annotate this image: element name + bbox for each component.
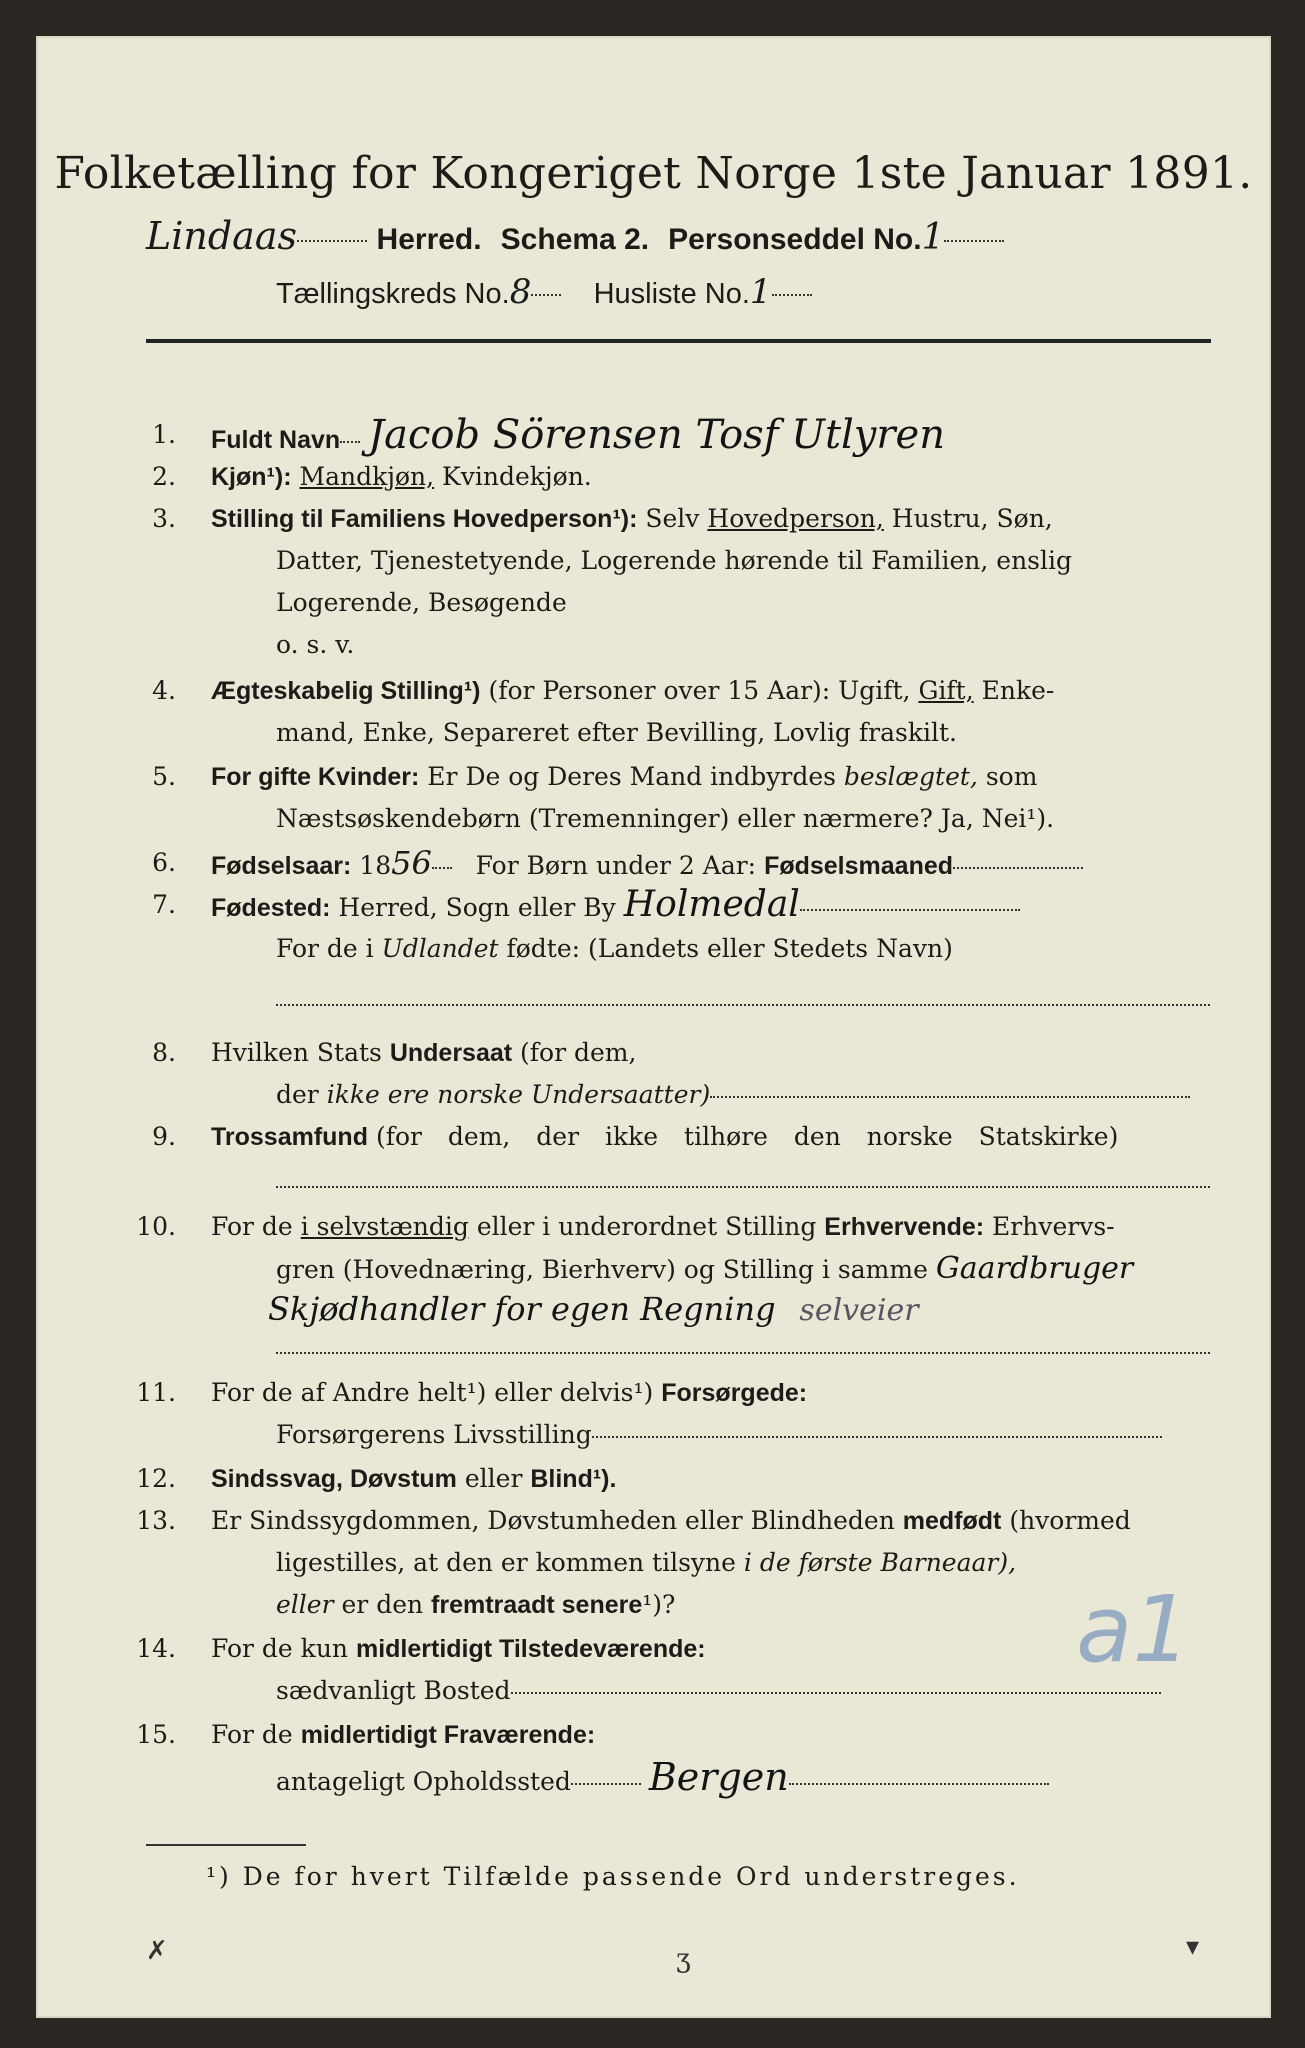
header-line [146, 214, 1004, 258]
personseddel-label: Personseddel No. [668, 223, 922, 256]
text: ¹)? [642, 1590, 676, 1619]
text: i de første Barneaar), [743, 1548, 1017, 1577]
item-number: 8. [152, 1038, 176, 1067]
item-number: 7. [152, 890, 176, 919]
text: gren (Hovednæring, Bierhverv) og Stilling i samme [276, 1255, 928, 1284]
occupation-value-3: selveier [799, 1293, 919, 1328]
item-3-line2: Datter, Tjenestetyende, Logerende hørende til Familien, enslig [276, 546, 1073, 575]
full-name-value: Jacob Sörensen Tosf Utlyren [368, 412, 945, 458]
item-3-line3: Logerende, Besøgende [276, 588, 567, 617]
birth-year-value: 56 [391, 844, 432, 882]
marital-status-label: Ægteskabelig Stilling¹) [211, 677, 481, 705]
text: Hvilken Stats [211, 1038, 382, 1067]
text: Forsørgerens Livsstilling [276, 1420, 592, 1449]
item-10-line3 [268, 1288, 919, 1333]
herred-label: Herred. [376, 223, 482, 256]
item-7-line2 [276, 928, 953, 970]
schema-label: Schema 2. [500, 223, 650, 256]
item-11-line2 [276, 1414, 1162, 1456]
blind-label: Blind¹). [530, 1465, 617, 1493]
item-13-line2 [276, 1542, 1016, 1584]
footnote-rule [146, 1844, 306, 1846]
census-form [36, 36, 1271, 2018]
occupation-value-2: Skjødhandler for egen Regning [268, 1290, 776, 1328]
text: Hustru, Søn, [891, 504, 1053, 533]
sex-option-male: Mandkjøn, [299, 462, 435, 491]
blank-line [276, 1352, 1210, 1354]
item-4-line2: mand, Enke, Separeret efter Bevilling, Lovlig fraskilt. [276, 718, 957, 747]
text: i selvstændig [300, 1212, 469, 1241]
birth-year-prefix: 18 [359, 851, 392, 880]
text: For de [211, 1212, 293, 1241]
item-number: 2. [152, 462, 176, 491]
item-number: 10. [136, 1212, 176, 1241]
husliste-value: 1 [749, 272, 772, 312]
archive-stamp: a1 [1076, 1576, 1191, 1683]
blank-line [276, 1186, 1210, 1188]
text: der [276, 1080, 319, 1109]
margin-mark: ʒ [676, 1944, 691, 1974]
item-8-line2 [276, 1074, 1190, 1116]
text: For de af Andre helt¹) eller delvis¹) [211, 1378, 654, 1407]
married-women-label: For gifte Kvinder: [211, 763, 420, 791]
temporary-present-label: midlertidigt Tilstedeværende: [355, 1635, 706, 1663]
family-position-label: Stilling til Familiens Hovedperson¹): [211, 505, 638, 533]
text: sædvanligt Bosted [276, 1676, 511, 1705]
text: Erhvervs- [992, 1212, 1115, 1241]
item-number: 12. [136, 1464, 176, 1493]
family-position-selected: Hovedperson, [707, 504, 884, 533]
text: eller i underordnet Stilling [476, 1212, 817, 1241]
birth-year-label: Fødselsaar: [211, 852, 352, 880]
kreds-line [276, 272, 812, 312]
temporary-absent-label: midlertidigt Fraværende: [300, 1721, 596, 1749]
item-number: 9. [152, 1122, 176, 1151]
dependents-label: Forsørgede: [661, 1379, 808, 1407]
birthplace-label: Fødested: [211, 894, 331, 922]
margin-mark: ▾ [1186, 1932, 1200, 1962]
item-15-line2 [276, 1756, 1049, 1803]
text: Enke- [981, 676, 1055, 705]
later-onset-label: fremtraadt senere [431, 1591, 643, 1619]
form-title: Folketælling for Kongeriget Norge 1ste Januar 1891. [54, 148, 1253, 199]
item-number: 4. [152, 676, 176, 705]
congenital-label: medfødt [902, 1507, 1002, 1535]
text: som [985, 762, 1038, 791]
item-number: 14. [136, 1634, 176, 1663]
item-number: 13. [136, 1506, 176, 1535]
header-rule [146, 339, 1211, 343]
text: Selv [645, 504, 700, 533]
text: For Børn under 2 Aar: [475, 851, 757, 880]
herred-value: Lindaas [146, 214, 297, 258]
item-13-line3 [276, 1584, 675, 1626]
occupation-label: Erhvervende: [824, 1213, 985, 1241]
full-name-label: Fuldt Navn [211, 426, 341, 454]
item-number: 6. [152, 848, 176, 877]
occupation-value-1: Gaardbruger [935, 1251, 1134, 1286]
text: eller [464, 1464, 523, 1493]
text: ikke ere norske Undersaatter) [326, 1080, 711, 1109]
item-10-line2 [276, 1248, 1133, 1291]
religion-label: Trossamfund [211, 1123, 368, 1151]
citizenship-label: Undersaat [389, 1039, 513, 1067]
item-number: 5. [152, 762, 176, 791]
birth-month-label: Fødselsmaaned [764, 852, 954, 880]
item-number: 3. [152, 504, 176, 533]
residence-value: Bergen [648, 1755, 789, 1799]
text: beslægtet, [843, 762, 978, 791]
text: For de kun [211, 1634, 349, 1663]
text: fødte: (Landets eller Stedets Navn) [506, 934, 953, 963]
item-number: 15. [136, 1720, 176, 1749]
item-14-line2 [276, 1670, 1161, 1712]
text: For de i [276, 934, 374, 963]
text: (for Personer over 15 Aar): Ugift, [488, 676, 911, 705]
item-5-line2: Næstsøskendebørn (Tremenninger) eller nærmere? Ja, Nei¹). [276, 804, 1055, 833]
text: antageligt Opholdssted [276, 1767, 571, 1796]
item-number: 1. [152, 420, 176, 449]
sex-option-female: Kvindekjøn. [442, 462, 592, 491]
husliste-label: Husliste No. [593, 278, 750, 310]
text: (for dem, der ikke tilhøre den norske Statskirke) [375, 1122, 1119, 1151]
text: For de [211, 1720, 293, 1749]
birthplace-value: Holmedal [623, 884, 800, 925]
text: Udlandet [381, 934, 499, 963]
text: er den [341, 1590, 424, 1619]
footnote: ¹) De for hvert Tilfælde passende Ord understreges. [206, 1862, 1020, 1891]
personseddel-value: 1 [921, 217, 945, 258]
margin-mark: ✗ [146, 1936, 168, 1966]
text: (hvormed [1009, 1506, 1131, 1535]
item-3-line4: o. s. v. [276, 630, 355, 659]
marital-status-selected: Gift, [918, 676, 974, 705]
blank-line [276, 1004, 1210, 1006]
item-number: 11. [136, 1378, 176, 1407]
text: Er Sindssygdommen, Døvstumheden eller Blindheden [211, 1506, 895, 1535]
text: Er De og Deres Mand indbyrdes [427, 762, 836, 791]
sex-label: Kjøn¹): [211, 463, 292, 491]
text: Herred, Sogn eller By [338, 893, 616, 922]
disability-label: Sindssvag, Døvstum [211, 1465, 457, 1493]
kreds-label: Tællingskreds No. [276, 278, 510, 310]
kreds-value: 8 [509, 272, 532, 312]
text: (for dem, [520, 1038, 637, 1067]
text: ligestilles, at den er kommen tilsyne [276, 1548, 736, 1577]
text: eller [276, 1590, 334, 1619]
